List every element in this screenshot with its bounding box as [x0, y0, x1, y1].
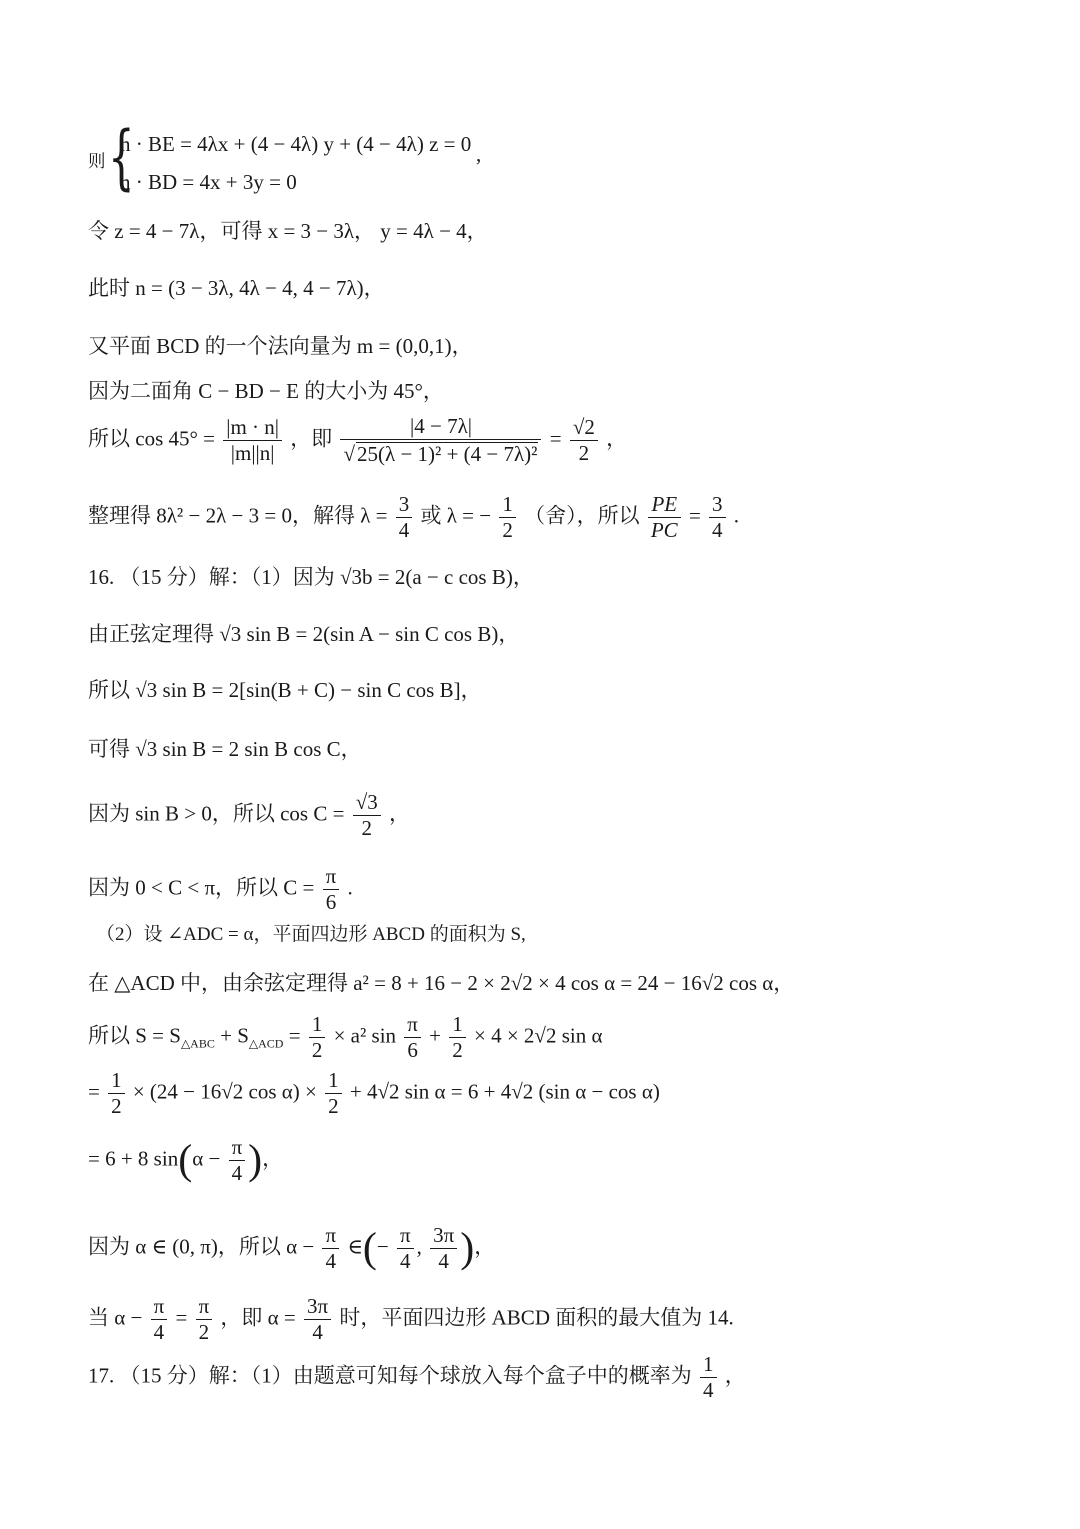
line-cosine-rule: 在 △ACD 中，由余弦定理得 a² = 8 + 16 − 2 × 2√2 × 4 cos α = 24 − 16√2 cos α， [88, 971, 795, 995]
line-alpha-range: 因为 α ∈ (0, π)，所以 α − $\frac{\pi}{4}$ ∈(− $\frac{\pi}{4}$ , $\frac{3\pi}{4}$ )， [88, 1223, 496, 1273]
fraction: $\frac{\pi}{6}$ [404, 1014, 421, 1061]
line-dihedral-angle: 因为二面角 C − BD − E 的大小为 45°， [88, 379, 444, 403]
line-q16-start: 16. （15 分）解：（1）因为 √3b = 2(a − c cos B)， [88, 565, 534, 589]
fraction: $\frac{1}{2}$ [449, 1014, 466, 1061]
equation-row-1: n · BE = 4λx + (4 − 4λ) y + (4 − 4λ) z = 0 [120, 132, 472, 156]
fraction: $\frac{1}{2}$ [499, 494, 516, 541]
text-ze: 则 [88, 152, 106, 172]
fraction: $\frac{3}{4}$ [709, 494, 726, 541]
fraction: $\frac{|m \cdot n|}{|m||n|}$ [223, 417, 282, 464]
line-n-vector: 此时 n = (3 − 3λ, 4λ − 4, 4 − 7λ)， [88, 276, 385, 300]
line-so-sinB: 所以 √3 sin B = 2[sin(B + C) − sin C cos B]， [88, 678, 482, 702]
line-cos45 [88, 416, 627, 465]
fraction: $\frac{\pi}{4}$ [397, 1225, 414, 1272]
fraction: $\frac{3\pi}{4}$ [430, 1225, 457, 1272]
fraction: $\frac{1}{4}$ [700, 1354, 717, 1401]
fraction: $\frac{3\pi}{4}$ [304, 1296, 331, 1343]
text: 所以 cos 45° = [88, 426, 215, 451]
line-C-value: 因为 0 < C < π，所以 C = $\frac{\pi}{6}$ . [88, 864, 353, 914]
fraction: $\frac{\pi}{2}$ [196, 1296, 213, 1343]
text: ，即 [290, 426, 333, 451]
fraction: $\frac{\pi}{6}$ [323, 866, 340, 913]
line-area-simplify: = 6 + 8 sin(α − $\frac{\pi}{4}$ )， [88, 1135, 284, 1185]
line-q17-start: 17. （15 分）解：（1）由题意可知每个球放入每个盒子中的概率为 $\frac{1}{4}$ ， [88, 1352, 746, 1402]
system-tail: , [476, 142, 482, 166]
line-max-area: 当 α − $\frac{\pi}{4}$ = $\frac{\pi}{2}$ ，即 α = $\frac{3\pi}{4}$ 时，平面四边形 ABCD 面积的最大值为 14. [88, 1294, 734, 1344]
fraction: $\frac{1}{2}$ [309, 1014, 326, 1061]
fraction: $\frac{1}{2}$ [108, 1070, 125, 1117]
fraction: $\frac{√2}{2}$ [570, 417, 598, 464]
line-let-z: 令 z = 4 − 7λ，可得 x = 3 − 3λ， y = 4λ − 4， [88, 219, 488, 243]
line-part2: （2）设 ∠ADC = α，平面四边形 ABCD 的面积为 S, [96, 924, 526, 945]
text: = [549, 426, 562, 451]
fraction: $\frac{√3}{2}$ [353, 792, 381, 839]
line-cosC-value: 因为 sin B > 0，所以 cos C = $\frac{√3}{2}$ ， [88, 790, 410, 840]
fraction: $\frac{\pi}{4}$ [322, 1225, 339, 1272]
fraction: $\frac{PE}{PC}$ [648, 494, 681, 541]
fraction: $\frac{\pi}{4}$ [151, 1296, 168, 1343]
fraction: $\frac{|4 - 7\lambda|}{\text{√25(λ − 1)² + (4 − 7λ)²}}$ [340, 416, 541, 465]
line-m-vector: 又平面 BCD 的一个法向量为 m = (0,0,1)， [88, 334, 473, 358]
equation-row-2: n · BD = 4x + 3y = 0 [120, 170, 297, 194]
fraction: $\frac{\pi}{4}$ [229, 1137, 246, 1184]
text: ， [606, 426, 628, 451]
fraction: $\frac{3}{4}$ [396, 494, 413, 541]
line-get-cosC: 可得 √3 sin B = 2 sin B cos C， [88, 737, 362, 761]
line-area-expand: = $\frac{1}{2}$ × (24 − 16√2 cos α) × $\frac{1}{2}$ + 4√2 sin α = 6 + 4√2 (sin α − cos α) [88, 1068, 660, 1118]
fraction: $\frac{1}{2}$ [325, 1070, 342, 1117]
left-brace: { [108, 116, 135, 198]
line-sine-rule: 由正弦定理得 √3 sin B = 2(sin A − sin C cos B)， [88, 622, 520, 646]
line-area-S: 所以 $S = S_{\triangle ABC} + S_{\triangle ACD}$ = $\frac{1}{2}$ × a² sin $\frac{\pi}{6}$ + $\frac{1}{2}$ × 4 × 2√2 sin α [88, 1012, 603, 1062]
line-solve-lambda: 整理得 8λ² − 2λ − 3 = 0，解得 λ = $\frac{3}{4}$ 或 λ = − $\frac{1}{2}$ （舍），所以 $\frac{PE}{PC}$ = $\frac{3}{4}$ . [88, 492, 740, 542]
